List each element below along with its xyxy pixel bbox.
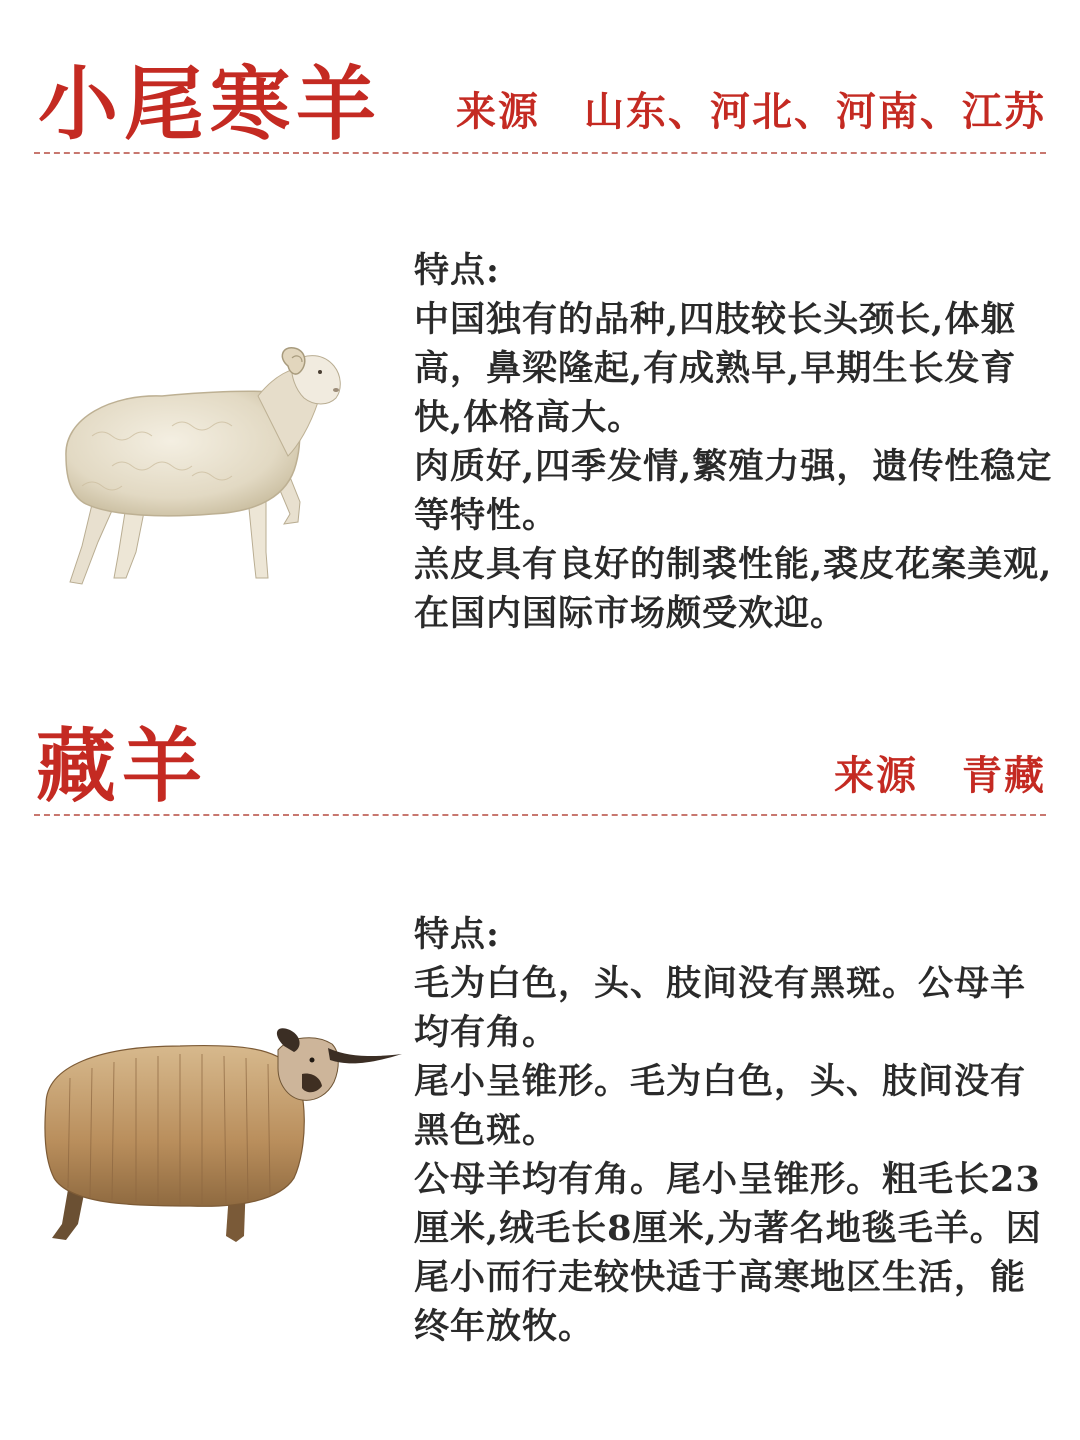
features-text — [414, 246, 1054, 638]
features-heading: 特点: — [414, 914, 500, 955]
features-text — [414, 910, 1054, 1351]
breed-title: 藏羊 — [36, 719, 208, 813]
feature-paragraph: 公母羊均有角。尾小呈锥形。粗毛长23厘米,绒毛长8厘米,为著名地毯毛羊。因尾小而行走较快适于高寒地区生活，能终年放牧。 — [414, 1159, 1042, 1347]
breed-title: 小尾寒羊 — [38, 57, 382, 151]
tibetan-sheep-image — [40, 1028, 406, 1254]
source-label: 来源 — [456, 88, 540, 135]
feature-paragraph: 肉质好,四季发情,繁殖力强，遗传性稳定等特性。 — [414, 446, 1053, 536]
source-value: 山东、河北、河南、江苏 — [584, 88, 1046, 135]
section-divider — [34, 152, 1046, 154]
feature-paragraph: 中国独有的品种,四肢较长头颈长,体躯高，鼻梁隆起,有成熟早,早期生长发育快,体格高大。 — [414, 299, 1017, 438]
feature-paragraph: 毛为白色，头、肢间没有黑斑。公母羊均有角。 — [414, 963, 1027, 1053]
breed-source — [456, 88, 1046, 135]
source-value: 青藏 — [962, 752, 1046, 799]
feature-paragraph: 尾小呈锥形。毛为白色，头、肢间没有黑色斑。 — [414, 1061, 1027, 1151]
source-label: 来源 — [834, 752, 918, 799]
features-heading: 特点: — [414, 250, 500, 291]
white-ram-sheep-image — [52, 346, 344, 588]
section-divider — [34, 814, 1046, 816]
breed-source — [834, 752, 1046, 799]
feature-paragraph: 羔皮具有良好的制裘性能,裘皮花案美观,在国内国际市场颇受欢迎。 — [414, 544, 1053, 634]
